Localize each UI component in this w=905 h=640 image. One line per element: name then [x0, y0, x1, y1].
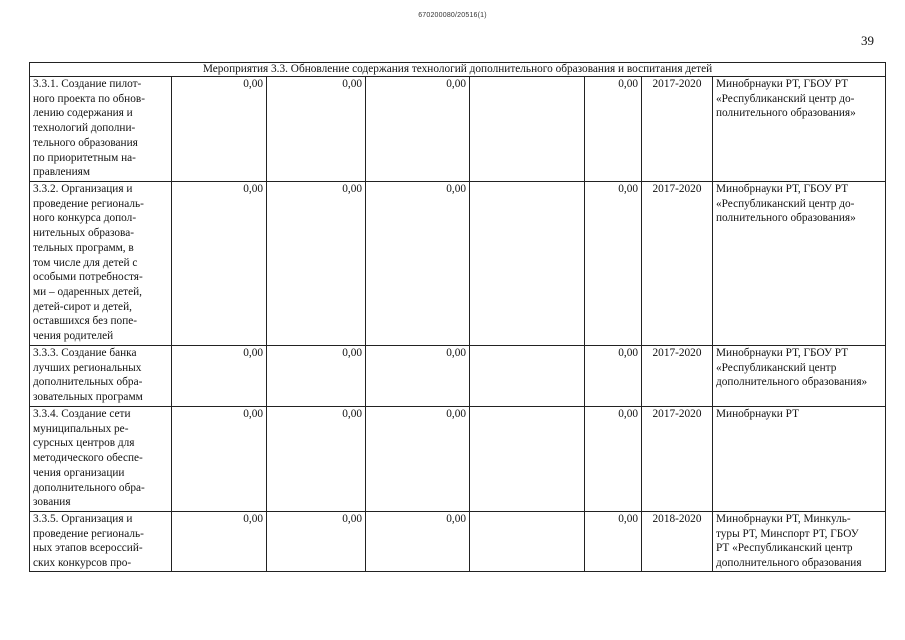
amount-cell-5: 0,00 — [585, 512, 642, 572]
measure-name-line: ного конкурса допол- — [33, 212, 137, 225]
executor-cell — [713, 407, 886, 512]
executor-line: туры РТ, Минспорт РТ, ГБОУ — [716, 527, 859, 540]
measure-name-line: проведение региональ- — [33, 527, 144, 540]
amount-cell-4 — [470, 77, 585, 182]
measure-name-line: оставшихся без попе- — [33, 315, 138, 328]
section-header-row — [30, 63, 886, 77]
executor-cell — [713, 346, 886, 407]
amount-cell-4 — [470, 512, 585, 572]
measure-name-line: зования — [33, 496, 71, 509]
amount-cell-3: 0,00 — [366, 407, 470, 512]
executor-cell — [713, 77, 886, 182]
amount-cell-1: 0,00 — [172, 346, 267, 407]
document-code: 670200080/20516(1) — [418, 12, 487, 19]
executor-line: Минобрнауки РТ, ГБОУ РТ — [716, 183, 849, 195]
page-number: 39 — [861, 33, 874, 48]
measure-name-line: детей-сирот и детей, — [33, 300, 132, 313]
amount-cell-4 — [470, 182, 585, 346]
amount-cell-1: 0,00 — [172, 77, 267, 182]
measure-name-line: ного проекта по обнов- — [33, 92, 145, 105]
period-cell: 2017-2020 — [642, 346, 713, 407]
measure-name-line: 3.3.1. Создание пилот- — [33, 78, 142, 90]
amount-cell-3: 0,00 — [366, 346, 470, 407]
measure-name-line: нительных образова- — [33, 227, 135, 240]
period-cell: 2017-2020 — [642, 77, 713, 182]
measure-name-cell — [30, 182, 172, 346]
measure-name-line: ми – одаренных детей, — [33, 285, 142, 298]
measure-name-line: сурсных центров для — [33, 437, 135, 450]
measure-name-line: проведение региональ- — [33, 197, 144, 210]
amount-cell-5: 0,00 — [585, 407, 642, 512]
executor-cell — [713, 512, 886, 572]
amount-cell-2: 0,00 — [267, 77, 366, 182]
measure-name-line: тельных программ, в — [33, 241, 134, 254]
executor-line: «Республиканский центр — [716, 361, 837, 374]
measure-name-line: том числе для детей с — [33, 256, 138, 269]
executor-line: Минобрнауки РТ, Минкуль- — [716, 513, 851, 525]
executor-line: «Республиканский центр до- — [716, 92, 855, 105]
executor-line: РТ «Республиканский центр — [716, 542, 853, 555]
amount-cell-3: 0,00 — [366, 182, 470, 346]
executor-line: Минобрнауки РТ — [716, 408, 799, 420]
amount-cell-1: 0,00 — [172, 182, 267, 346]
measure-name-line: тельного образования — [33, 136, 138, 149]
measure-name-line: дополнительного обра- — [33, 481, 145, 494]
section-title: Мероприятия 3.3. Обновление содержания технологий дополнительного образования и воспитания детей — [30, 63, 886, 77]
amount-cell-1: 0,00 — [172, 407, 267, 512]
measure-name-line: лению содержания и — [33, 107, 133, 120]
measure-name-line: муниципальных ре- — [33, 422, 129, 435]
measure-name-line: ных этапов всероссий- — [33, 542, 143, 555]
executor-line: полнительного образования» — [716, 107, 856, 120]
executor-line: дополнительного образования — [716, 557, 862, 570]
amount-cell-2: 0,00 — [267, 407, 366, 512]
measure-name-line: правлениям — [33, 166, 90, 179]
measure-name-line: 3.3.4. Создание сети — [33, 408, 131, 420]
measure-name-line: 3.3.3. Создание банка — [33, 347, 137, 359]
measure-name-cell — [30, 77, 172, 182]
period-cell: 2017-2020 — [642, 182, 713, 346]
table-row — [30, 512, 886, 572]
amount-cell-3: 0,00 — [366, 77, 470, 182]
measure-name-line: 3.3.5. Организация и — [33, 513, 133, 525]
executor-line: Минобрнауки РТ, ГБОУ РТ — [716, 347, 849, 359]
measure-name-cell — [30, 346, 172, 407]
measure-name-line: лучших региональных — [33, 361, 142, 374]
amount-cell-5: 0,00 — [585, 346, 642, 407]
period-cell: 2018-2020 — [642, 512, 713, 572]
table-row — [30, 407, 886, 512]
measure-name-line: зовательных программ — [33, 391, 143, 404]
measure-name-line: по приоритетным на- — [33, 151, 136, 164]
amount-cell-2: 0,00 — [267, 346, 366, 407]
measure-name-line: 3.3.2. Организация и — [33, 183, 133, 195]
amount-cell-5: 0,00 — [585, 182, 642, 346]
table-row — [30, 346, 886, 407]
table-row — [30, 182, 886, 346]
executor-line: полнительного образования» — [716, 212, 856, 225]
measure-name-line: методического обеспе- — [33, 452, 143, 465]
amount-cell-2: 0,00 — [267, 182, 366, 346]
measure-name-line: технологий дополни- — [33, 122, 136, 135]
period-cell: 2017-2020 — [642, 407, 713, 512]
measures-table — [29, 62, 886, 572]
measure-name-line: ских конкурсов про- — [33, 557, 132, 570]
measure-name-cell — [30, 407, 172, 512]
amount-cell-4 — [470, 407, 585, 512]
measure-name-cell — [30, 512, 172, 572]
table-row — [30, 77, 886, 182]
measure-name-line: чения организации — [33, 466, 125, 479]
amount-cell-2: 0,00 — [267, 512, 366, 572]
measure-name-line: особыми потребностя- — [33, 271, 143, 284]
amount-cell-1: 0,00 — [172, 512, 267, 572]
measure-name-line: дополнительных обра- — [33, 376, 143, 389]
executor-cell — [713, 182, 886, 346]
executor-line: дополнительного образования» — [716, 376, 868, 389]
amount-cell-5: 0,00 — [585, 77, 642, 182]
amount-cell-3: 0,00 — [366, 512, 470, 572]
executor-line: «Республиканский центр до- — [716, 197, 855, 210]
amount-cell-4 — [470, 346, 585, 407]
executor-line: Минобрнауки РТ, ГБОУ РТ — [716, 78, 849, 90]
measure-name-line: чения родителей — [33, 330, 114, 343]
